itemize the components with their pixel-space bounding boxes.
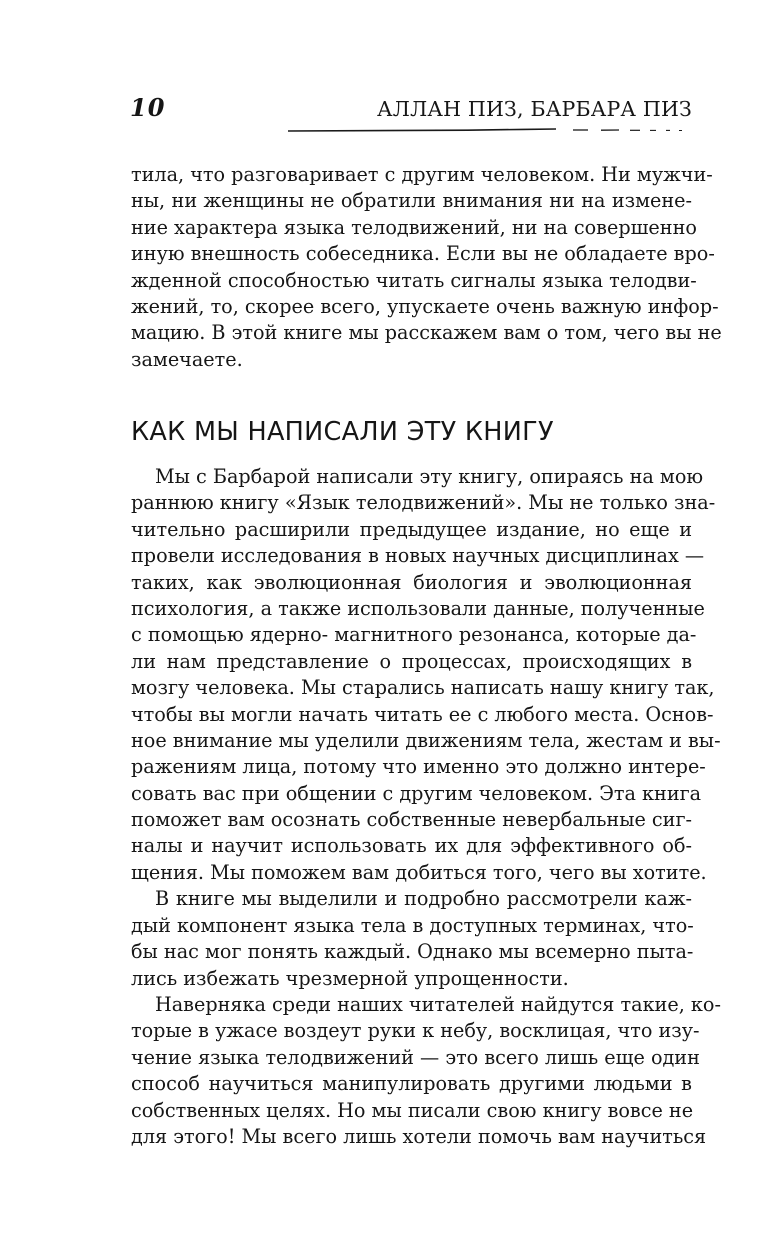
text-line: Мы с Барбарой написали эту книгу, опираясь на мою xyxy=(155,465,704,488)
text-line: чительно расширили предыдущее издание, но еще и xyxy=(131,517,692,541)
text-line: жденной способностью читать сигналы языка телодви- xyxy=(131,268,697,292)
section-heading: КАК МЫ НАПИСАЛИ ЭТУ КНИГУ xyxy=(131,417,554,447)
paragraph-3 xyxy=(131,992,721,1150)
text-line: ражениям лица, потому что именно это должно интере- xyxy=(131,755,706,779)
text-line: раннюю книгу «Язык телодвижений». Мы не только зна- xyxy=(131,491,716,515)
text-line: чение языка телодвижений — это всего лишь еще один xyxy=(131,1045,700,1069)
text-line: для этого! Мы всего лишь хотели помочь вам научиться xyxy=(131,1124,707,1148)
text-line: В книге мы выделили и подробно рассмотрели каж- xyxy=(155,887,692,911)
text-line: с помощью ядерно- магнитного резонанса, которые да- xyxy=(131,623,697,647)
text-line: поможет вам осознать собственные невербальные сиг- xyxy=(131,808,692,832)
text-line: налы и научит использовать их для эффективного об- xyxy=(131,834,692,858)
paragraph-1 xyxy=(131,464,721,886)
text-line: ние характера языка телодвижений, ни на совершенно xyxy=(131,215,697,239)
text-line: жений, то, скорее всего, упускаете очень важную инфор- xyxy=(131,294,719,318)
text-line: чтобы вы могли начать читать ее с любого места. Основ- xyxy=(131,702,714,726)
running-head: АЛЛАН ПИЗ, БАРБАРА ПИЗ xyxy=(377,97,692,121)
text-line: ное внимание мы уделили движениям тела, жестам и вы- xyxy=(131,728,721,752)
text-line: способ научиться манипулировать другими людьми в xyxy=(131,1072,692,1096)
text-line: иную внешность собеседника. Если вы не обладаете вро- xyxy=(131,242,715,266)
text-line: ны, ни женщины не обратили внимания ни на измене- xyxy=(131,189,692,213)
page-number: 10 xyxy=(130,93,166,122)
text-line: мацию. В этой книге мы расскажем вам о том, чего вы не xyxy=(131,321,722,345)
paragraph-intro xyxy=(131,162,722,373)
text-line: торые в ужасе воздеут руки к небу, восклицая, что изу- xyxy=(131,1019,700,1043)
text-line: провели исследования в новых научных дисциплинах — xyxy=(131,544,705,568)
paragraph-2 xyxy=(131,886,692,992)
text-line: тила, что разговаривает с другим человеком. Ни мужчи- xyxy=(131,163,713,186)
text-line: ли нам представление о процессах, происходящих в xyxy=(131,649,692,673)
text-line: Наверняка среди наших читателей найдутся такие, ко- xyxy=(155,993,721,1016)
text-line: щения. Мы поможем вам добиться того, чего вы хотите. xyxy=(131,860,707,884)
text-line: замечаете. xyxy=(131,347,243,371)
header-rule xyxy=(288,128,688,132)
text-line: мозгу человека. Мы старались написать нашу книгу так, xyxy=(131,676,715,700)
text-line: психология, а также использовали данные, полученные xyxy=(131,596,705,620)
text-line: собственных целях. Но мы писали свою книгу вовсе не xyxy=(131,1098,694,1122)
text-line: бы нас мог понять каждый. Однако мы всемерно пыта- xyxy=(131,940,694,964)
text-line: дый компонент языка тела в доступных терминах, что- xyxy=(131,913,694,937)
text-line: таких, как эволюционная биология и эволюционная xyxy=(131,570,692,594)
text-line: лись избежать чрезмерной упрощенности. xyxy=(131,966,569,990)
text-line: совать вас при общении с другим человеком. Эта книга xyxy=(131,781,702,805)
